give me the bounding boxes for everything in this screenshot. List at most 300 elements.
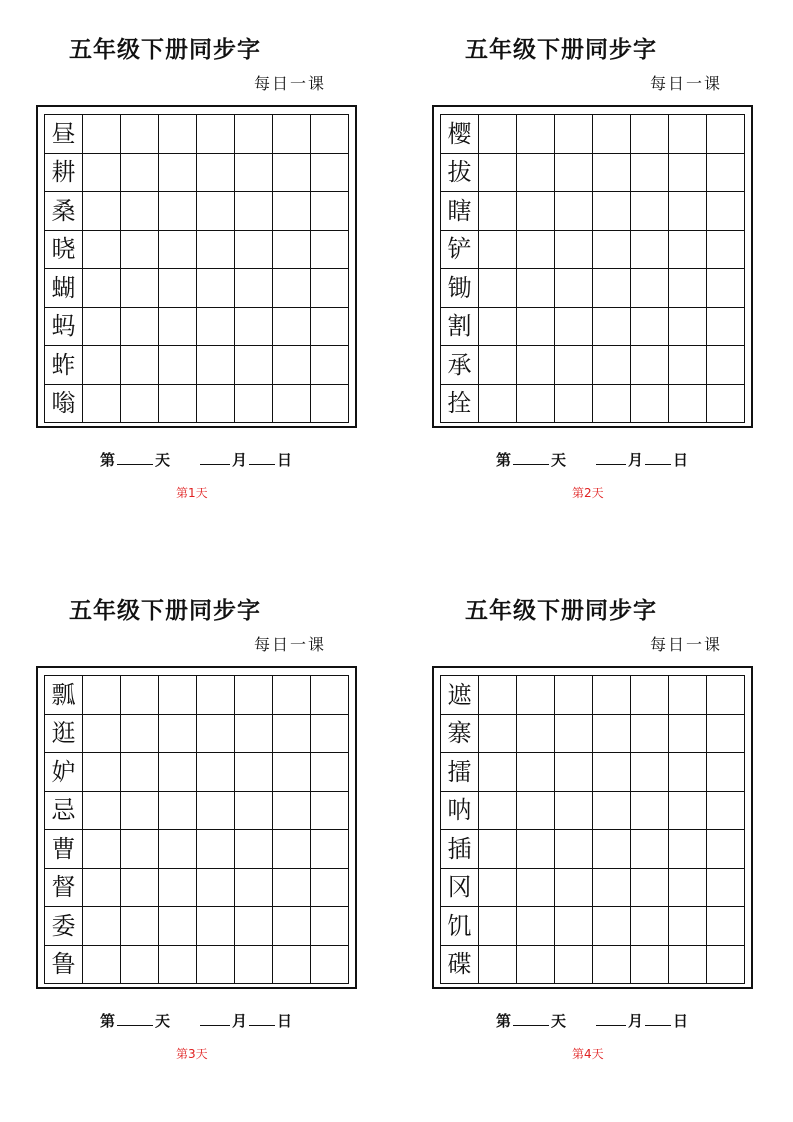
writing-cell[interactable]	[631, 154, 669, 193]
label-di: 第	[100, 1012, 116, 1030]
writing-cell[interactable]	[669, 869, 707, 908]
writing-cell[interactable]	[707, 192, 745, 231]
practice-grid	[44, 114, 349, 423]
writing-cell[interactable]	[707, 753, 745, 792]
writing-cell[interactable]	[631, 308, 669, 347]
writing-cell[interactable]	[555, 346, 593, 385]
writing-cell[interactable]	[517, 115, 555, 154]
writing-cell[interactable]	[273, 385, 311, 424]
practice-sheet-4	[396, 561, 736, 1061]
writing-cell[interactable]	[479, 154, 517, 193]
writing-cell[interactable]	[479, 346, 517, 385]
label-ri: 日	[277, 1012, 293, 1030]
writing-cell[interactable]	[555, 308, 593, 347]
writing-cell[interactable]	[707, 269, 745, 308]
writing-cell[interactable]	[631, 907, 669, 946]
model-character: 桑	[45, 192, 83, 231]
writing-cell[interactable]	[669, 231, 707, 270]
writing-cell[interactable]	[121, 676, 159, 715]
writing-cell[interactable]	[235, 715, 273, 754]
writing-cell[interactable]	[159, 907, 197, 946]
writing-cell[interactable]	[197, 385, 235, 424]
month-blank[interactable]	[200, 452, 230, 465]
writing-cell[interactable]	[235, 192, 273, 231]
writing-cell[interactable]	[197, 792, 235, 831]
writing-cell[interactable]	[631, 231, 669, 270]
writing-cell[interactable]	[235, 946, 273, 985]
writing-cell[interactable]	[197, 115, 235, 154]
writing-cell[interactable]	[83, 231, 121, 270]
writing-cell[interactable]	[159, 385, 197, 424]
writing-cell[interactable]	[311, 231, 349, 270]
model-character: 督	[45, 869, 83, 908]
practice-grid	[44, 675, 349, 984]
writing-cell[interactable]	[707, 715, 745, 754]
writing-cell[interactable]	[479, 192, 517, 231]
writing-cell[interactable]	[159, 192, 197, 231]
writing-cell[interactable]	[555, 676, 593, 715]
writing-cell[interactable]	[517, 907, 555, 946]
writing-cell[interactable]	[555, 792, 593, 831]
writing-cell[interactable]	[235, 753, 273, 792]
model-character: 蝴	[45, 269, 83, 308]
writing-cell[interactable]	[555, 269, 593, 308]
writing-cell[interactable]	[707, 115, 745, 154]
model-character: 耕	[45, 154, 83, 193]
writing-cell[interactable]	[159, 154, 197, 193]
writing-cell[interactable]	[517, 385, 555, 424]
writing-cell[interactable]	[273, 715, 311, 754]
writing-cell[interactable]	[669, 753, 707, 792]
model-character: 碟	[441, 946, 479, 985]
writing-cell[interactable]	[707, 231, 745, 270]
model-character: 蚱	[45, 346, 83, 385]
writing-cell[interactable]	[631, 346, 669, 385]
label-tian: 天	[551, 1012, 567, 1030]
writing-cell[interactable]	[631, 676, 669, 715]
writing-cell[interactable]	[197, 308, 235, 347]
model-character: 蚂	[45, 308, 83, 347]
sheet-subtitle: 每日一课	[649, 635, 722, 654]
writing-cell[interactable]	[555, 192, 593, 231]
writing-cell[interactable]	[311, 269, 349, 308]
writing-cell[interactable]	[83, 830, 121, 869]
model-character: 割	[441, 308, 479, 347]
writing-cell[interactable]	[479, 385, 517, 424]
writing-cell[interactable]	[517, 676, 555, 715]
writing-cell[interactable]	[273, 192, 311, 231]
writing-cell[interactable]	[311, 715, 349, 754]
month-blank[interactable]	[596, 452, 626, 465]
writing-cell[interactable]	[631, 792, 669, 831]
writing-cell[interactable]	[631, 115, 669, 154]
writing-cell[interactable]	[197, 715, 235, 754]
writing-cell[interactable]	[311, 385, 349, 424]
writing-cell[interactable]	[555, 715, 593, 754]
writing-cell[interactable]	[83, 753, 121, 792]
writing-cell[interactable]	[121, 346, 159, 385]
writing-cell[interactable]	[555, 231, 593, 270]
writing-cell[interactable]	[593, 869, 631, 908]
writing-cell[interactable]	[159, 753, 197, 792]
writing-cell[interactable]	[83, 115, 121, 154]
writing-cell[interactable]	[479, 753, 517, 792]
writing-cell[interactable]	[707, 907, 745, 946]
date-blank[interactable]	[249, 452, 275, 465]
writing-cell[interactable]	[707, 346, 745, 385]
writing-cell[interactable]	[197, 676, 235, 715]
model-character: 嗡	[45, 385, 83, 424]
writing-cell[interactable]	[593, 676, 631, 715]
writing-cell[interactable]	[479, 869, 517, 908]
practice-sheet-1	[0, 0, 340, 500]
writing-cell[interactable]	[593, 946, 631, 985]
model-character: 瓢	[45, 676, 83, 715]
label-ri: 日	[277, 451, 293, 469]
writing-cell[interactable]	[159, 346, 197, 385]
writing-cell[interactable]	[83, 715, 121, 754]
date-blank[interactable]	[249, 1013, 275, 1026]
writing-cell[interactable]	[593, 830, 631, 869]
writing-cell[interactable]	[83, 154, 121, 193]
writing-cell[interactable]	[159, 676, 197, 715]
writing-cell[interactable]	[479, 115, 517, 154]
writing-cell[interactable]	[83, 869, 121, 908]
date-line	[496, 449, 756, 470]
writing-cell[interactable]	[235, 676, 273, 715]
label-di: 第	[100, 451, 116, 469]
writing-cell[interactable]	[311, 154, 349, 193]
writing-cell[interactable]	[159, 115, 197, 154]
writing-cell[interactable]	[593, 753, 631, 792]
model-character: 铲	[441, 231, 479, 270]
writing-cell[interactable]	[235, 115, 273, 154]
writing-cell[interactable]	[517, 231, 555, 270]
practice-grid	[440, 675, 745, 984]
writing-cell[interactable]	[121, 308, 159, 347]
date-line	[100, 449, 360, 470]
writing-cell[interactable]	[479, 231, 517, 270]
writing-cell[interactable]	[197, 869, 235, 908]
writing-cell[interactable]	[555, 753, 593, 792]
writing-cell[interactable]	[83, 792, 121, 831]
writing-cell[interactable]	[707, 869, 745, 908]
writing-cell[interactable]	[593, 115, 631, 154]
writing-cell[interactable]	[479, 946, 517, 985]
label-tian: 天	[551, 451, 567, 469]
writing-cell[interactable]	[311, 308, 349, 347]
writing-cell[interactable]	[197, 907, 235, 946]
writing-cell[interactable]	[631, 269, 669, 308]
writing-cell[interactable]	[631, 192, 669, 231]
writing-cell[interactable]	[479, 308, 517, 347]
practice-grid-frame	[432, 666, 753, 989]
model-character: 昼	[45, 115, 83, 154]
day-number-blank[interactable]	[117, 452, 153, 465]
date-blank[interactable]	[645, 1013, 671, 1026]
writing-cell[interactable]	[669, 269, 707, 308]
writing-cell[interactable]	[121, 115, 159, 154]
writing-cell[interactable]	[517, 792, 555, 831]
writing-cell[interactable]	[159, 946, 197, 985]
writing-cell[interactable]	[121, 830, 159, 869]
writing-cell[interactable]	[83, 346, 121, 385]
writing-cell[interactable]	[121, 869, 159, 908]
practice-grid-frame	[36, 105, 357, 428]
writing-cell[interactable]	[517, 715, 555, 754]
writing-cell[interactable]	[121, 792, 159, 831]
writing-cell[interactable]	[517, 192, 555, 231]
writing-cell[interactable]	[197, 154, 235, 193]
writing-cell[interactable]	[517, 154, 555, 193]
writing-cell[interactable]	[707, 946, 745, 985]
writing-cell[interactable]	[593, 231, 631, 270]
writing-cell[interactable]	[669, 154, 707, 193]
writing-cell[interactable]	[479, 676, 517, 715]
writing-cell[interactable]	[593, 385, 631, 424]
writing-cell[interactable]	[273, 308, 311, 347]
model-character: 冈	[441, 869, 479, 908]
writing-cell[interactable]	[311, 946, 349, 985]
label-di: 第	[496, 451, 512, 469]
writing-cell[interactable]	[159, 869, 197, 908]
writing-cell[interactable]	[669, 385, 707, 424]
model-character: 曹	[45, 830, 83, 869]
writing-cell[interactable]	[479, 269, 517, 308]
writing-cell[interactable]	[517, 830, 555, 869]
writing-cell[interactable]	[273, 115, 311, 154]
month-blank[interactable]	[596, 1013, 626, 1026]
writing-cell[interactable]	[83, 907, 121, 946]
writing-cell[interactable]	[83, 269, 121, 308]
model-character: 锄	[441, 269, 479, 308]
writing-cell[interactable]	[669, 308, 707, 347]
writing-cell[interactable]	[273, 946, 311, 985]
writing-cell[interactable]	[235, 907, 273, 946]
writing-cell[interactable]	[479, 792, 517, 831]
writing-cell[interactable]	[669, 676, 707, 715]
sheet-title: 五年级下册同步字	[465, 36, 657, 63]
writing-cell[interactable]	[593, 192, 631, 231]
label-ri: 日	[673, 1012, 689, 1030]
writing-cell[interactable]	[121, 907, 159, 946]
writing-cell[interactable]	[121, 231, 159, 270]
writing-cell[interactable]	[555, 869, 593, 908]
date-blank[interactable]	[645, 452, 671, 465]
writing-cell[interactable]	[273, 676, 311, 715]
writing-cell[interactable]	[311, 792, 349, 831]
writing-cell[interactable]	[517, 308, 555, 347]
practice-grid-frame	[36, 666, 357, 989]
day-label: 第3天	[176, 1047, 208, 1061]
writing-cell[interactable]	[273, 346, 311, 385]
label-tian: 天	[155, 451, 171, 469]
writing-cell[interactable]	[159, 231, 197, 270]
writing-cell[interactable]	[273, 753, 311, 792]
writing-cell[interactable]	[479, 830, 517, 869]
writing-cell[interactable]	[159, 792, 197, 831]
writing-cell[interactable]	[197, 192, 235, 231]
writing-cell[interactable]	[593, 308, 631, 347]
label-di: 第	[496, 1012, 512, 1030]
writing-cell[interactable]	[311, 907, 349, 946]
label-yue: 月	[628, 451, 644, 469]
writing-cell[interactable]	[707, 792, 745, 831]
writing-cell[interactable]	[159, 269, 197, 308]
writing-cell[interactable]	[235, 308, 273, 347]
writing-cell[interactable]	[197, 269, 235, 308]
model-character: 拔	[441, 154, 479, 193]
writing-cell[interactable]	[235, 830, 273, 869]
model-character: 遮	[441, 676, 479, 715]
writing-cell[interactable]	[83, 385, 121, 424]
writing-cell[interactable]	[273, 231, 311, 270]
day-label: 第2天	[572, 486, 604, 500]
sheet-subtitle: 每日一课	[253, 635, 326, 654]
writing-cell[interactable]	[273, 830, 311, 869]
writing-cell[interactable]	[669, 907, 707, 946]
writing-cell[interactable]	[197, 830, 235, 869]
writing-cell[interactable]	[83, 192, 121, 231]
writing-cell[interactable]	[555, 385, 593, 424]
writing-cell[interactable]	[83, 946, 121, 985]
label-tian: 天	[155, 1012, 171, 1030]
model-character: 瞎	[441, 192, 479, 231]
writing-cell[interactable]	[273, 869, 311, 908]
model-character: 承	[441, 346, 479, 385]
day-number-blank[interactable]	[513, 452, 549, 465]
writing-cell[interactable]	[669, 715, 707, 754]
writing-cell[interactable]	[479, 715, 517, 754]
writing-cell[interactable]	[555, 907, 593, 946]
label-ri: 日	[673, 451, 689, 469]
model-character: 插	[441, 830, 479, 869]
writing-cell[interactable]	[707, 830, 745, 869]
writing-cell[interactable]	[273, 154, 311, 193]
label-yue: 月	[628, 1012, 644, 1030]
writing-cell[interactable]	[593, 154, 631, 193]
practice-sheet-3	[0, 561, 340, 1061]
writing-cell[interactable]	[159, 715, 197, 754]
writing-cell[interactable]	[311, 676, 349, 715]
writing-cell[interactable]	[631, 869, 669, 908]
writing-cell[interactable]	[517, 869, 555, 908]
writing-cell[interactable]	[669, 830, 707, 869]
writing-cell[interactable]	[669, 792, 707, 831]
model-character: 鲁	[45, 946, 83, 985]
writing-cell[interactable]	[311, 753, 349, 792]
label-yue: 月	[232, 451, 248, 469]
writing-cell[interactable]	[669, 192, 707, 231]
sheet-title: 五年级下册同步字	[69, 36, 261, 63]
practice-grid-frame	[432, 105, 753, 428]
writing-cell[interactable]	[235, 154, 273, 193]
writing-cell[interactable]	[197, 231, 235, 270]
writing-cell[interactable]	[83, 676, 121, 715]
writing-cell[interactable]	[197, 753, 235, 792]
writing-cell[interactable]	[273, 792, 311, 831]
writing-cell[interactable]	[631, 385, 669, 424]
writing-cell[interactable]	[121, 715, 159, 754]
writing-cell[interactable]	[631, 946, 669, 985]
writing-cell[interactable]	[593, 346, 631, 385]
writing-cell[interactable]	[631, 715, 669, 754]
writing-cell[interactable]	[121, 946, 159, 985]
writing-cell[interactable]	[555, 946, 593, 985]
writing-cell[interactable]	[311, 192, 349, 231]
writing-cell[interactable]	[121, 192, 159, 231]
writing-cell[interactable]	[479, 907, 517, 946]
writing-cell[interactable]	[593, 269, 631, 308]
month-blank[interactable]	[200, 1013, 230, 1026]
writing-cell[interactable]	[517, 753, 555, 792]
model-character: 妒	[45, 753, 83, 792]
label-yue: 月	[232, 1012, 248, 1030]
writing-cell[interactable]	[311, 830, 349, 869]
writing-cell[interactable]	[235, 385, 273, 424]
sheet-title: 五年级下册同步字	[465, 597, 657, 624]
writing-cell[interactable]	[517, 346, 555, 385]
day-label: 第4天	[572, 1047, 604, 1061]
writing-cell[interactable]	[311, 115, 349, 154]
writing-cell[interactable]	[707, 308, 745, 347]
writing-cell[interactable]	[311, 869, 349, 908]
writing-cell[interactable]	[273, 907, 311, 946]
writing-cell[interactable]	[235, 231, 273, 270]
writing-cell[interactable]	[311, 346, 349, 385]
writing-cell[interactable]	[235, 346, 273, 385]
model-character: 晓	[45, 231, 83, 270]
writing-cell[interactable]	[273, 269, 311, 308]
writing-cell[interactable]	[593, 792, 631, 831]
writing-cell[interactable]	[593, 715, 631, 754]
writing-cell[interactable]	[235, 269, 273, 308]
writing-cell[interactable]	[593, 907, 631, 946]
writing-cell[interactable]	[669, 346, 707, 385]
writing-cell[interactable]	[197, 346, 235, 385]
model-character: 委	[45, 907, 83, 946]
day-number-blank[interactable]	[117, 1013, 153, 1026]
model-character: 擂	[441, 753, 479, 792]
day-number-blank[interactable]	[513, 1013, 549, 1026]
writing-cell[interactable]	[555, 830, 593, 869]
day-label: 第1天	[176, 486, 208, 500]
writing-cell[interactable]	[121, 269, 159, 308]
writing-cell[interactable]	[669, 115, 707, 154]
writing-cell[interactable]	[121, 154, 159, 193]
writing-cell[interactable]	[121, 385, 159, 424]
practice-grid	[440, 114, 745, 423]
writing-cell[interactable]	[517, 269, 555, 308]
writing-cell[interactable]	[235, 792, 273, 831]
writing-cell[interactable]	[707, 676, 745, 715]
writing-cell[interactable]	[235, 869, 273, 908]
writing-cell[interactable]	[631, 753, 669, 792]
writing-cell[interactable]	[159, 308, 197, 347]
writing-cell[interactable]	[83, 308, 121, 347]
writing-cell[interactable]	[707, 385, 745, 424]
writing-cell[interactable]	[159, 830, 197, 869]
writing-cell[interactable]	[121, 753, 159, 792]
writing-cell[interactable]	[197, 946, 235, 985]
writing-cell[interactable]	[555, 154, 593, 193]
writing-cell[interactable]	[669, 946, 707, 985]
writing-cell[interactable]	[707, 154, 745, 193]
writing-cell[interactable]	[631, 830, 669, 869]
writing-cell[interactable]	[517, 946, 555, 985]
date-line	[100, 1010, 360, 1031]
writing-cell[interactable]	[555, 115, 593, 154]
